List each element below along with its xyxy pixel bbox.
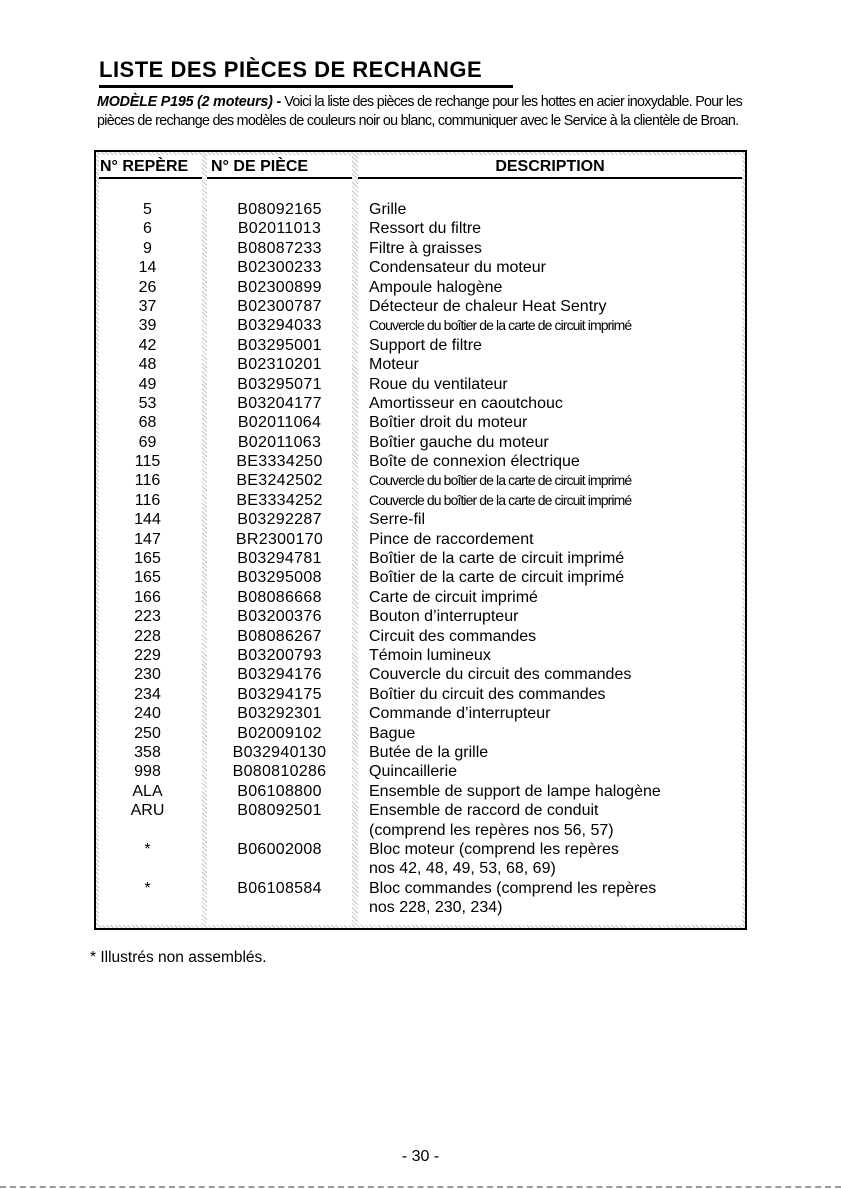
part-number-cell: B02300233	[237, 259, 322, 277]
ref-cell: 250	[134, 724, 161, 742]
description-cell: Couvercle du circuit des commandes	[369, 666, 632, 684]
description-cell: Boîte de connexion électrique	[369, 453, 580, 471]
description-text: Couvercle du boîtier de la carte de circuit imprimé	[369, 472, 632, 489]
ref-cell	[99, 821, 202, 840]
part-number-cell: B06002008	[237, 840, 322, 858]
part-number-cell: B02011064	[237, 414, 322, 432]
description-cell: Quincaillerie	[369, 763, 458, 781]
part-number-cell: B03292287	[237, 511, 322, 529]
description-cell: Ensemble de raccord de conduit	[369, 802, 599, 820]
description-text: Couvercle du boîtier de la carte de circuit imprimé	[369, 491, 632, 508]
ref-cell: 49	[138, 375, 157, 393]
ref-cell: 37	[138, 297, 157, 315]
description-cell: Moteur	[369, 356, 419, 374]
description-cell: Ensemble de support de lampe halogène	[369, 782, 661, 800]
ref-cell: 115	[134, 453, 161, 471]
ref-cell: 166	[134, 588, 161, 606]
ref-cells	[99, 179, 202, 917]
part-number-cell: B02011013	[237, 220, 322, 238]
ref-cell: 9	[143, 239, 152, 257]
description-cell: Témoin lumineux	[369, 646, 491, 664]
description-cell: Boîtier gauche du moteur	[369, 433, 549, 451]
page-edge-divider	[0, 1186, 841, 1188]
description-text: Couvercle du boîtier de la carte de circuit imprimé	[369, 317, 632, 334]
part-number-cell: B08086668	[237, 588, 322, 606]
description-cell: Amortisseur en caoutchouc	[369, 394, 563, 412]
part-number-cell: BE3334250	[236, 453, 323, 471]
description-cell: Condensateur du moteur	[369, 259, 546, 277]
ref-cell: 229	[134, 646, 161, 664]
ref-cell: 42	[138, 336, 157, 354]
part-number-cell: B08087233	[237, 239, 322, 257]
ref-cell: 14	[138, 259, 157, 277]
part-number-cell: B03200376	[237, 608, 322, 626]
description-cell: Grille	[369, 201, 407, 218]
part-number-cell: B03294176	[237, 666, 322, 684]
part-number-cell: B08092165	[237, 201, 322, 218]
description-cell: Ampoule halogène	[369, 278, 503, 296]
description-cell: Bloc commandes (comprend les repères	[369, 879, 657, 897]
ref-cell: 48	[138, 356, 157, 374]
description-cell: Support de filtre	[369, 336, 482, 354]
part-number-cell: B02300787	[237, 297, 322, 315]
part-number-cell	[207, 859, 352, 878]
intro-text: Voici la liste des pièces de rechange pour les hottes en acier inoxydable. Pour les pièces de rechange des modèles de couleurs noir ou blanc, communiquer avec le Service à la clientèle de Broan.	[97, 94, 743, 129]
ref-cell: 69	[138, 433, 157, 451]
part-number-cell: B03200793	[237, 646, 322, 664]
description-cell: Détecteur de chaleur Heat Sentry	[369, 297, 607, 315]
ref-cell: 116	[134, 491, 161, 509]
description-cell: Bloc moteur (comprend les repères	[369, 840, 619, 858]
ref-column	[99, 155, 202, 925]
description-cell: Commande d’interrupteur	[369, 705, 551, 723]
description-cell: Boîtier droit du moteur	[369, 414, 528, 432]
part-number-cell: B03292301	[237, 705, 322, 723]
ref-cell: 230	[134, 666, 161, 684]
description-cell: Pince de raccordement	[369, 530, 534, 548]
ref-cell: *	[144, 840, 151, 858]
ref-cell: 147	[134, 530, 161, 548]
part-column	[207, 155, 352, 925]
part-number-cell: BE3334252	[236, 491, 323, 509]
page-title: LISTE DES PIÈCES DE RECHANGE	[99, 57, 513, 88]
part-number-cell: B03295071	[237, 375, 322, 393]
description-cell: Boîtier de la carte de circuit imprimé	[369, 569, 625, 587]
ref-cell: 5	[143, 201, 152, 218]
part-number-cell: B02310201	[237, 356, 322, 374]
description-cell: Butée de la grille	[369, 743, 489, 761]
part-number-cell: B03294033	[237, 317, 322, 335]
page-number: - 30 -	[401, 1148, 440, 1165]
description-cell	[358, 471, 742, 490]
description-cells	[358, 179, 742, 917]
part-number-cell: B02009102	[237, 724, 322, 742]
part-cells	[207, 179, 352, 917]
description-cell: Roue du ventilateur	[369, 375, 508, 393]
description-cell	[358, 491, 742, 510]
description-column	[358, 155, 742, 925]
description-cell: Filtre à graisses	[369, 239, 482, 257]
description-cell: Boîtier du circuit des commandes	[369, 685, 606, 703]
description-cell: nos 228, 230, 234)	[369, 899, 503, 917]
description-cell: Serre-fil	[369, 511, 426, 529]
part-number-cell	[207, 821, 352, 840]
description-cell: Ressort du filtre	[369, 220, 482, 238]
ref-cell: 165	[134, 550, 161, 568]
description-header: DESCRIPTION	[358, 155, 742, 179]
description-cell: Boîtier de la carte de circuit imprimé	[369, 550, 625, 568]
ref-cell: 223	[134, 608, 161, 626]
ref-cell: 68	[138, 414, 157, 432]
description-cell: Circuit des commandes	[369, 627, 537, 645]
parts-table	[94, 150, 747, 930]
ref-cell: 6	[143, 220, 152, 238]
ref-cell: 26	[138, 278, 157, 296]
description-cell	[358, 316, 742, 335]
part-number-cell: B03295001	[237, 336, 322, 354]
ref-cell: 165	[134, 569, 161, 587]
ref-cell: 144	[134, 511, 161, 529]
ref-cell: 998	[134, 763, 161, 781]
ref-cell: ARU	[130, 802, 165, 820]
part-number-cell: B032940130	[232, 743, 327, 761]
footnote: * Illustrés non assemblés.	[90, 949, 267, 966]
ref-cell: 358	[134, 743, 161, 761]
description-cell: nos 42, 48, 49, 53, 68, 69)	[369, 860, 556, 878]
ref-cell: 228	[134, 627, 161, 645]
part-number-cell: B080810286	[232, 763, 327, 781]
description-cell: (comprend les repères nos 56, 57)	[369, 821, 614, 839]
part-number-cell	[207, 898, 352, 917]
description-cell: Bague	[369, 724, 416, 742]
description-cell: Bouton d’interrupteur	[369, 608, 519, 626]
ref-cell: *	[144, 879, 151, 897]
part-header: N° DE PIÈCE	[207, 155, 352, 179]
part-number-cell: B02011063	[237, 433, 322, 451]
description-cell: Carte de circuit imprimé	[369, 588, 538, 606]
part-number-cell: B06108800	[237, 782, 322, 800]
part-number-cell: B08086267	[237, 627, 322, 645]
ref-header: N° REPÈRE	[99, 155, 202, 179]
part-number-cell: B03295008	[237, 569, 322, 587]
part-number-cell: BR2300170	[235, 530, 324, 548]
ref-cell: 39	[138, 317, 157, 335]
ref-cell: 53	[138, 394, 157, 412]
intro-paragraph	[97, 93, 747, 131]
ref-cell: 240	[134, 705, 161, 723]
part-number-cell: BE3242502	[236, 472, 323, 490]
part-number-cell: B06108584	[237, 879, 322, 897]
ref-cell: 116	[134, 472, 161, 490]
part-number-cell: B08092501	[237, 802, 322, 820]
part-number-cell: B02300899	[237, 278, 322, 296]
part-number-cell: B03294781	[237, 550, 322, 568]
ref-cell: 234	[134, 685, 161, 703]
part-number-cell: B03294175	[237, 685, 322, 703]
ref-cell: ALA	[132, 782, 163, 800]
ref-cell	[99, 859, 202, 878]
ref-cell	[99, 898, 202, 917]
model-label: MODÈLE P195 (2 moteurs) -	[97, 94, 282, 110]
part-number-cell: B03204177	[237, 394, 322, 412]
